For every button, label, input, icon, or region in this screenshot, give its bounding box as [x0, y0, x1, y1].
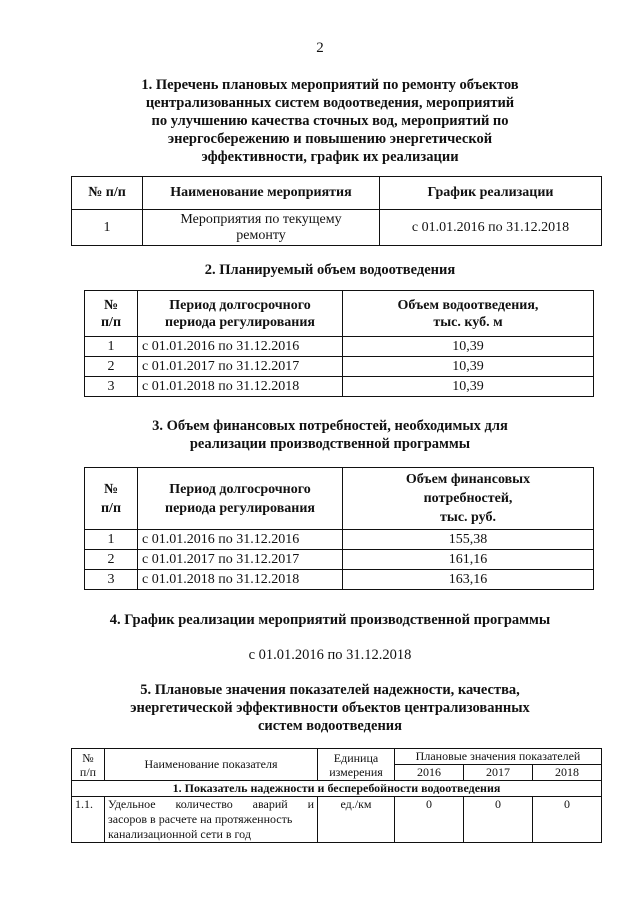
- header-line: п/п: [100, 314, 122, 330]
- col-header-indicator: Наименование показателя: [105, 749, 318, 781]
- section3-table: [84, 467, 594, 590]
- col-header-num: [85, 468, 138, 530]
- row-schedule: с 01.01.2016 по 31.12.2018: [380, 210, 602, 246]
- header-line: тыс. руб.: [440, 510, 496, 525]
- col-header-unit: [318, 749, 395, 781]
- row-value: 10,39: [343, 357, 594, 377]
- table-row: [72, 797, 602, 843]
- header-line: №: [103, 297, 119, 313]
- row-value-2017: 0: [464, 797, 533, 843]
- row-unit: ед./км: [318, 797, 395, 843]
- header-line: Единица: [333, 750, 379, 765]
- section1-title-line: 1. Перечень плановых мероприятий по ремонту объектов: [141, 77, 519, 93]
- col-header-year: 2018: [533, 765, 602, 781]
- row-period: с 01.01.2016 по 31.12.2016: [138, 530, 343, 550]
- section4-title: 4. График реализации мероприятий производственной программы: [109, 612, 551, 628]
- row-period: с 01.01.2016 по 31.12.2016: [138, 337, 343, 357]
- section5-title-line: энергетической эффективности объектов централизованных: [130, 700, 530, 716]
- row-num: 2: [85, 550, 138, 570]
- section1-title-line: централизованных систем водоотведения, мероприятий: [145, 95, 515, 111]
- table-row: [85, 337, 594, 357]
- col-header-planned: Плановые значения показателей: [395, 749, 602, 765]
- row-num: 3: [85, 377, 138, 397]
- header-line: №: [82, 750, 94, 765]
- col-header-num: [72, 749, 105, 781]
- section5-table: [71, 748, 602, 843]
- row-name-line: ремонту: [236, 227, 286, 243]
- header-line: измерения: [329, 764, 383, 779]
- section5-title-line: систем водоотведения: [257, 718, 403, 734]
- header-line: тыс. куб. м: [433, 314, 503, 330]
- row-name-line: засоров в расчете на протяженность: [108, 812, 293, 826]
- table-row: [85, 357, 594, 377]
- row-value: 161,16: [343, 550, 594, 570]
- section5-title-line: 5. Плановые значения показателей надежности, качества,: [140, 682, 520, 698]
- section5-title: [40, 681, 620, 735]
- row-value: 10,39: [343, 337, 594, 357]
- section3-title-line: 3. Объем финансовых потребностей, необходимых для: [152, 418, 508, 434]
- row-name: [143, 210, 380, 246]
- section1-title-line: по улучшению качества сточных вод, мероприятий по: [151, 113, 509, 129]
- row-name-line: Мероприятия по текущему: [180, 211, 342, 227]
- header-line: п/п: [79, 764, 97, 779]
- col-header-schedule: График реализации: [380, 177, 602, 210]
- row-num: 1.1.: [72, 797, 105, 843]
- row-value-2018: 0: [533, 797, 602, 843]
- section4-period: с 01.01.2016 по 31.12.2018: [248, 647, 412, 663]
- row-period: с 01.01.2018 по 31.12.2018: [138, 377, 343, 397]
- table-row: [85, 570, 594, 590]
- row-period: с 01.01.2018 по 31.12.2018: [138, 570, 343, 590]
- row-period: с 01.01.2017 по 31.12.2017: [138, 550, 343, 570]
- header-line: п/п: [100, 500, 122, 516]
- row-value: 163,16: [343, 570, 594, 590]
- header-line: Период долгосрочного: [169, 297, 311, 313]
- header-line: Период долгосрочного: [169, 481, 311, 497]
- row-name-line: Удельное количество аварий и: [108, 797, 314, 811]
- table-row: [85, 377, 594, 397]
- section2-table: [84, 290, 594, 397]
- section5-subheading: 1. Показатель надежности и бесперебойности водоотведения: [72, 781, 602, 797]
- row-num: 1: [85, 337, 138, 357]
- table-row: [72, 210, 602, 246]
- page-number: 2: [316, 40, 324, 56]
- col-header-num: № п/п: [72, 177, 143, 210]
- section3-title-line: реализации производственной программы: [189, 436, 471, 452]
- col-header-year: 2017: [464, 765, 533, 781]
- col-header-period: [138, 468, 343, 530]
- row-value: 10,39: [343, 377, 594, 397]
- header-line: периода регулирования: [165, 500, 315, 516]
- row-num: 2: [85, 357, 138, 377]
- row-indicator-name: [105, 797, 318, 843]
- row-value-2016: 0: [395, 797, 464, 843]
- section3-title: [60, 417, 600, 453]
- section1-title: [60, 76, 600, 166]
- table-row: [85, 530, 594, 550]
- col-header-finance: [343, 468, 594, 530]
- col-header-year: 2016: [395, 765, 464, 781]
- col-header-num: [85, 291, 138, 337]
- col-header-volume: [343, 291, 594, 337]
- section1-table: [71, 176, 602, 246]
- header-line: №: [103, 481, 119, 497]
- row-period: с 01.01.2017 по 31.12.2017: [138, 357, 343, 377]
- row-num: 1: [85, 530, 138, 550]
- header-line: потребностей,: [423, 491, 513, 506]
- row-value: 155,38: [343, 530, 594, 550]
- header-line: Объем водоотведения,: [397, 297, 539, 313]
- section1-title-line: энергосбережению и повышению энергетической: [167, 131, 493, 147]
- row-num: 1: [72, 210, 143, 246]
- row-num: 3: [85, 570, 138, 590]
- header-line: периода регулирования: [165, 314, 315, 330]
- section1-title-line: эффективности, график их реализации: [201, 149, 459, 165]
- section2-title: 2. Планируемый объем водоотведения: [204, 262, 456, 278]
- table-row: [85, 550, 594, 570]
- col-header-name: Наименование мероприятия: [143, 177, 380, 210]
- row-name-line: канализационной сети в год: [108, 827, 251, 841]
- col-header-period: [138, 291, 343, 337]
- header-line: Объем финансовых: [405, 472, 531, 487]
